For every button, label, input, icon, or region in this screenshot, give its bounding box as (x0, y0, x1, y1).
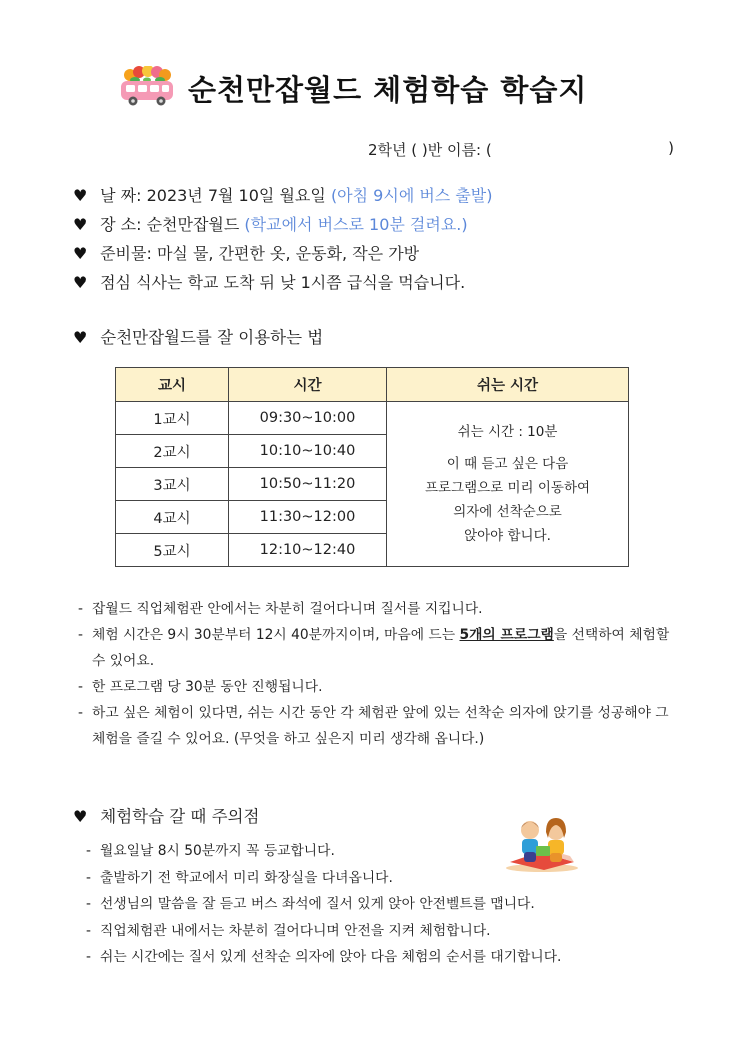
usage-rules-list (78, 596, 674, 752)
dash-bullet: - (86, 896, 91, 912)
grade-class-field[interactable]: 2학년 ( )반 (368, 141, 443, 159)
rule-emphasis: 5개의 프로그램 (459, 627, 554, 643)
dash-bullet: - (86, 843, 91, 859)
time-cell: 09:30~10:00 (229, 402, 387, 435)
cautions-list (86, 838, 646, 971)
section-heading-text: 순천만잡월드를 잘 이용하는 법 (100, 328, 324, 347)
rule-text: 한 프로그램 당 30분 동안 진행됩니다. (92, 679, 323, 695)
time-cell: 10:50~11:20 (229, 468, 387, 501)
heart-bullet-icon: ♥ (73, 807, 88, 826)
info-value: 점심 식사는 학교 도착 뒤 낮 1시쯤 급식을 먹습니다. (100, 273, 466, 292)
dash-bullet: - (78, 679, 83, 695)
info-item-lunch (73, 270, 493, 299)
break-info-cell (387, 402, 629, 567)
info-label: 날 짜: (100, 186, 142, 205)
info-label: 장 소: (100, 215, 142, 234)
heart-bullet-icon: ♥ (73, 273, 88, 292)
column-header-period: 교시 (116, 368, 229, 402)
info-value: 마실 물, 간편한 옷, 운동화, 작은 가방 (156, 244, 420, 263)
dash-bullet: - (86, 922, 91, 939)
list-item (86, 865, 646, 892)
table-header-row (116, 368, 629, 402)
time-cell: 11:30~12:00 (229, 501, 387, 534)
name-field-label[interactable]: 이름: ( (447, 141, 492, 159)
info-note: (학교에서 버스로 10분 걸려요.) (244, 215, 468, 234)
info-label: 준비물: (100, 244, 152, 263)
break-line: 의자에 선착순으로 (453, 504, 562, 520)
list-item (78, 622, 674, 674)
caution-text: 선생님의 말씀을 잘 듣고 버스 좌석에 질서 있게 앉아 안전벨트를 맵니다. (100, 896, 535, 912)
period-cell: 2교시 (116, 435, 229, 468)
heart-bullet-icon: ♥ (73, 215, 88, 234)
list-item (78, 700, 674, 752)
heart-bullet-icon: ♥ (73, 186, 88, 205)
heart-bullet-icon: ♥ (73, 328, 88, 347)
section-heading-usage (73, 324, 323, 348)
dash-bullet: - (78, 627, 83, 643)
rule-text: 잡월드 직업체험관 안에서는 차분히 걸어다니며 질서를 지킵니다. (92, 601, 483, 617)
column-header-time: 시간 (229, 368, 387, 402)
caution-text: 월요일날 8시 50분까지 꼭 등교합니다. (100, 843, 335, 859)
dash-bullet: - (78, 705, 83, 721)
dash-bullet: - (86, 869, 91, 886)
break-line: 쉬는 시간 : 10분 (457, 424, 558, 440)
period-cell: 5교시 (116, 534, 229, 567)
break-line: 앉아야 합니다. (464, 528, 551, 544)
list-item (78, 596, 674, 622)
rule-text: 체험 시간은 9시 30분부터 12시 40분까지이며, 마음에 드는 (92, 627, 460, 643)
info-value: 순천만잡월드 (146, 215, 240, 234)
column-header-break: 쉬는 시간 (387, 368, 629, 402)
info-value: 2023년 7월 10일 월요일 (146, 186, 326, 205)
info-item-place (73, 212, 493, 241)
dash-bullet: - (78, 601, 83, 617)
dash-bullet: - (86, 949, 91, 965)
info-note: (아침 9시에 버스 출발) (330, 186, 493, 205)
list-item (86, 838, 646, 865)
section-heading-text: 체험학습 갈 때 주의점 (100, 807, 260, 826)
break-line: 프로그램으로 미리 이동하여 (424, 480, 591, 496)
page-title: 순천만잡월드 체험학습 학습지 (188, 73, 588, 107)
break-line: 이 때 듣고 싶은 다음 (446, 456, 569, 472)
table-row (116, 402, 629, 435)
section-heading-cautions (73, 803, 259, 827)
rule-text: 을 선택하여 체험할 수 있어요. (92, 627, 670, 669)
time-cell: 10:10~10:40 (229, 435, 387, 468)
time-cell: 12:10~12:40 (229, 534, 387, 567)
info-item-date (73, 183, 493, 212)
caution-text: 직업체험관 내에서는 차분히 걸어다니며 안전을 지켜 체험합니다. (100, 922, 491, 939)
name-field-close: ) (668, 139, 674, 157)
period-cell: 4교시 (116, 501, 229, 534)
list-item (86, 918, 646, 945)
list-item (78, 674, 674, 700)
list-item (86, 944, 646, 971)
trip-info-list (73, 183, 493, 299)
caution-text: 쉬는 시간에는 질서 있게 선착순 의자에 앉아 다음 체험의 순서를 대기합니다. (100, 949, 562, 965)
period-cell: 3교시 (116, 468, 229, 501)
schedule-table (115, 367, 629, 567)
caution-text: 출발하기 전 학교에서 미리 화장실을 다녀옵니다. (100, 869, 393, 886)
flower-bus-icon (118, 66, 176, 108)
info-item-supplies (73, 241, 493, 270)
list-item (86, 891, 646, 918)
title-row (0, 66, 743, 110)
rule-text: 하고 싶은 체험이 있다면, 쉬는 시간 동안 각 체험관 앞에 있는 선착순 의자에 앉기를 성공해야 그 체험을 즐길 수 있어요. (무엇을 하고 싶은지 미리 생각해 옵니다.) (92, 705, 669, 747)
student-info-line (368, 139, 674, 160)
heart-bullet-icon: ♥ (73, 244, 88, 263)
period-cell: 1교시 (116, 402, 229, 435)
